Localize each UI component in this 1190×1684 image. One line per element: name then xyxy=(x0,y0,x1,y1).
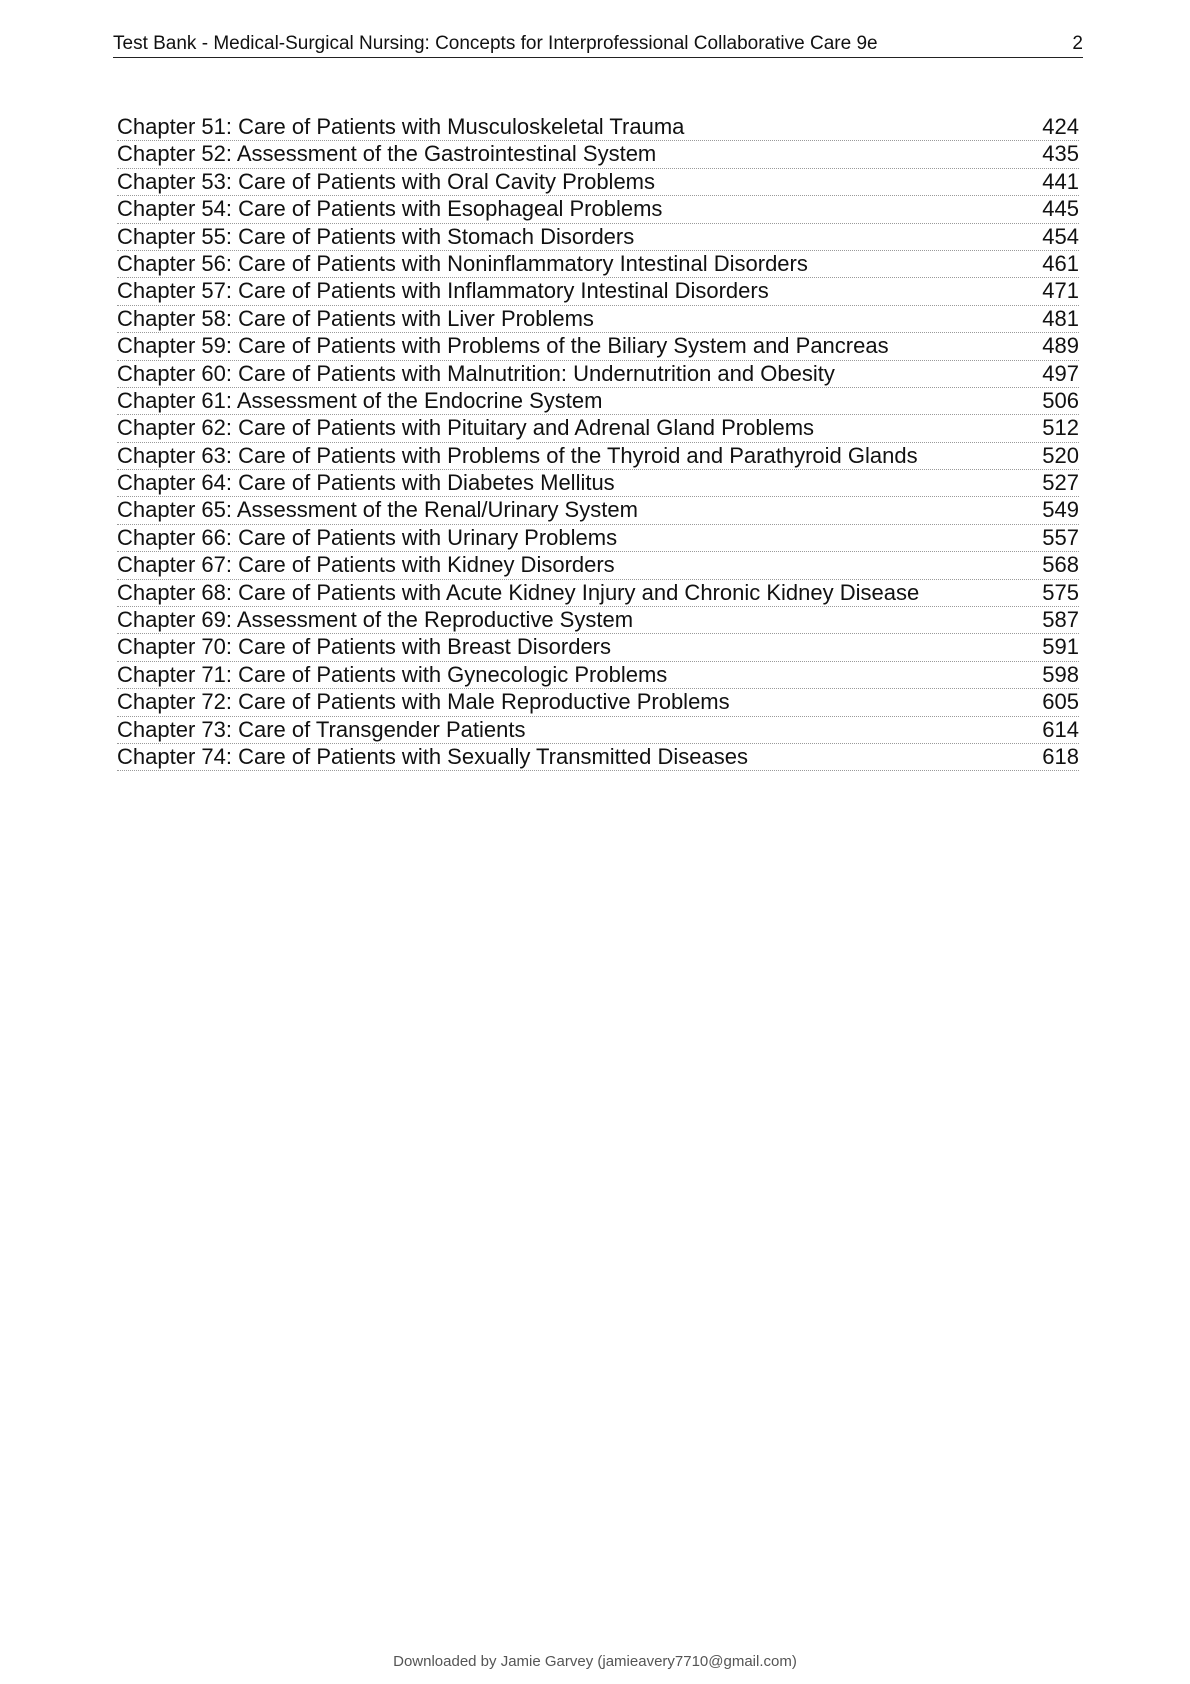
page-header xyxy=(113,33,1083,58)
toc-entry-page: 454 xyxy=(1042,223,1079,249)
toc-entry-title: Chapter 55: Care of Patients with Stomach Disorders xyxy=(117,223,635,249)
toc-entry-page: 605 xyxy=(1042,689,1079,715)
toc-entry-page: 435 xyxy=(1042,141,1079,167)
header-page-number: 2 xyxy=(1072,33,1083,54)
toc-entry-title: Chapter 67: Care of Patients with Kidney Disorders xyxy=(117,552,615,578)
toc-entry-title: Chapter 59: Care of Patients with Problems of the Biliary System and Pancreas xyxy=(117,333,889,359)
toc-entry[interactable] xyxy=(117,497,1079,524)
toc-entry[interactable] xyxy=(117,634,1079,661)
header-title: Test Bank - Medical-Surgical Nursing: Concepts for Interprofessional Collaborative Care 9e xyxy=(113,33,878,54)
toc-entry-page: 549 xyxy=(1042,497,1079,523)
toc-entry-page: 471 xyxy=(1042,278,1079,304)
toc-entry-page: 598 xyxy=(1042,661,1079,687)
toc-entry-page: 424 xyxy=(1042,114,1079,139)
toc-entry-title: Chapter 51: Care of Patients with Musculoskeletal Trauma xyxy=(117,114,685,139)
toc-entry[interactable] xyxy=(117,196,1079,223)
toc-entry-page: 527 xyxy=(1042,470,1079,496)
toc-entry-title: Chapter 58: Care of Patients with Liver Problems xyxy=(117,305,594,331)
toc-entry-title: Chapter 64: Care of Patients with Diabetes Mellitus xyxy=(117,470,615,496)
toc-entry[interactable] xyxy=(117,278,1079,305)
toc-entry[interactable] xyxy=(117,607,1079,634)
toc-entry-title: Chapter 66: Care of Patients with Urinary Problems xyxy=(117,524,618,550)
toc-entry-page: 506 xyxy=(1042,387,1079,413)
toc-entry-title: Chapter 68: Care of Patients with Acute Kidney Injury and Chronic Kidney Disease xyxy=(117,579,920,605)
toc-entry[interactable] xyxy=(117,141,1079,168)
toc-entry[interactable] xyxy=(117,306,1079,333)
toc-entry-page: 614 xyxy=(1042,716,1079,742)
toc-entry[interactable] xyxy=(117,443,1079,470)
toc-entry-title: Chapter 62: Care of Patients with Pituitary and Adrenal Gland Problems xyxy=(117,415,815,441)
toc-entry-title: Chapter 60: Care of Patients with Malnutrition: Undernutrition and Obesity xyxy=(117,360,835,386)
toc-entry[interactable] xyxy=(117,470,1079,497)
toc-entry[interactable] xyxy=(117,169,1079,196)
toc-entry-page: 591 xyxy=(1042,634,1079,660)
toc-entry-title: Chapter 69: Assessment of the Reproductive System xyxy=(117,607,634,633)
toc-entry-page: 575 xyxy=(1042,579,1079,605)
toc-entry[interactable] xyxy=(117,717,1079,744)
toc-entry[interactable] xyxy=(117,224,1079,251)
table-of-contents xyxy=(117,114,1079,771)
download-footer: Downloaded by Jamie Garvey (jamieavery7710@gmail.com) xyxy=(393,1653,797,1670)
toc-entry-page: 568 xyxy=(1042,552,1079,578)
toc-entry-title: Chapter 57: Care of Patients with Inflammatory Intestinal Disorders xyxy=(117,278,769,304)
toc-entry-title: Chapter 74: Care of Patients with Sexually Transmitted Diseases xyxy=(117,743,748,769)
toc-entry-title: Chapter 63: Care of Patients with Problems of the Thyroid and Parathyroid Glands xyxy=(117,442,918,468)
toc-entry-title: Chapter 52: Assessment of the Gastrointestinal System xyxy=(117,141,657,167)
toc-entry-page: 587 xyxy=(1042,607,1079,633)
toc-entry[interactable] xyxy=(117,580,1079,607)
toc-entry[interactable] xyxy=(117,552,1079,579)
toc-entry[interactable] xyxy=(117,361,1079,388)
toc-entry-page: 481 xyxy=(1042,305,1079,331)
toc-entry[interactable] xyxy=(117,114,1079,141)
toc-entry[interactable] xyxy=(117,689,1079,716)
toc-entry-page: 512 xyxy=(1042,415,1079,441)
toc-entry-page: 445 xyxy=(1042,196,1079,222)
toc-entry[interactable] xyxy=(117,333,1079,360)
toc-entry-title: Chapter 53: Care of Patients with Oral Cavity Problems xyxy=(117,168,656,194)
toc-entry-title: Chapter 73: Care of Transgender Patients xyxy=(117,716,526,742)
toc-entry[interactable] xyxy=(117,388,1079,415)
toc-entry-page: 461 xyxy=(1042,250,1079,276)
toc-entry-title: Chapter 65: Assessment of the Renal/Urinary System xyxy=(117,497,638,523)
toc-entry[interactable] xyxy=(117,744,1079,771)
toc-entry-page: 497 xyxy=(1042,360,1079,386)
toc-entry-title: Chapter 56: Care of Patients with Noninflammatory Intestinal Disorders xyxy=(117,250,808,276)
toc-entry-page: 618 xyxy=(1042,743,1079,769)
toc-entry[interactable] xyxy=(117,662,1079,689)
toc-entry-title: Chapter 70: Care of Patients with Breast Disorders xyxy=(117,634,612,660)
toc-entry-page: 489 xyxy=(1042,333,1079,359)
toc-entry-title: Chapter 54: Care of Patients with Esophageal Problems xyxy=(117,196,663,222)
toc-entry-page: 441 xyxy=(1042,168,1079,194)
toc-entry[interactable] xyxy=(117,251,1079,278)
toc-entry-title: Chapter 72: Care of Patients with Male Reproductive Problems xyxy=(117,689,730,715)
toc-entry-page: 557 xyxy=(1042,524,1079,550)
toc-entry[interactable] xyxy=(117,415,1079,442)
toc-entry-title: Chapter 71: Care of Patients with Gynecologic Problems xyxy=(117,661,668,687)
toc-entry-page: 520 xyxy=(1042,442,1079,468)
toc-entry-title: Chapter 61: Assessment of the Endocrine System xyxy=(117,387,603,413)
toc-entry[interactable] xyxy=(117,525,1079,552)
